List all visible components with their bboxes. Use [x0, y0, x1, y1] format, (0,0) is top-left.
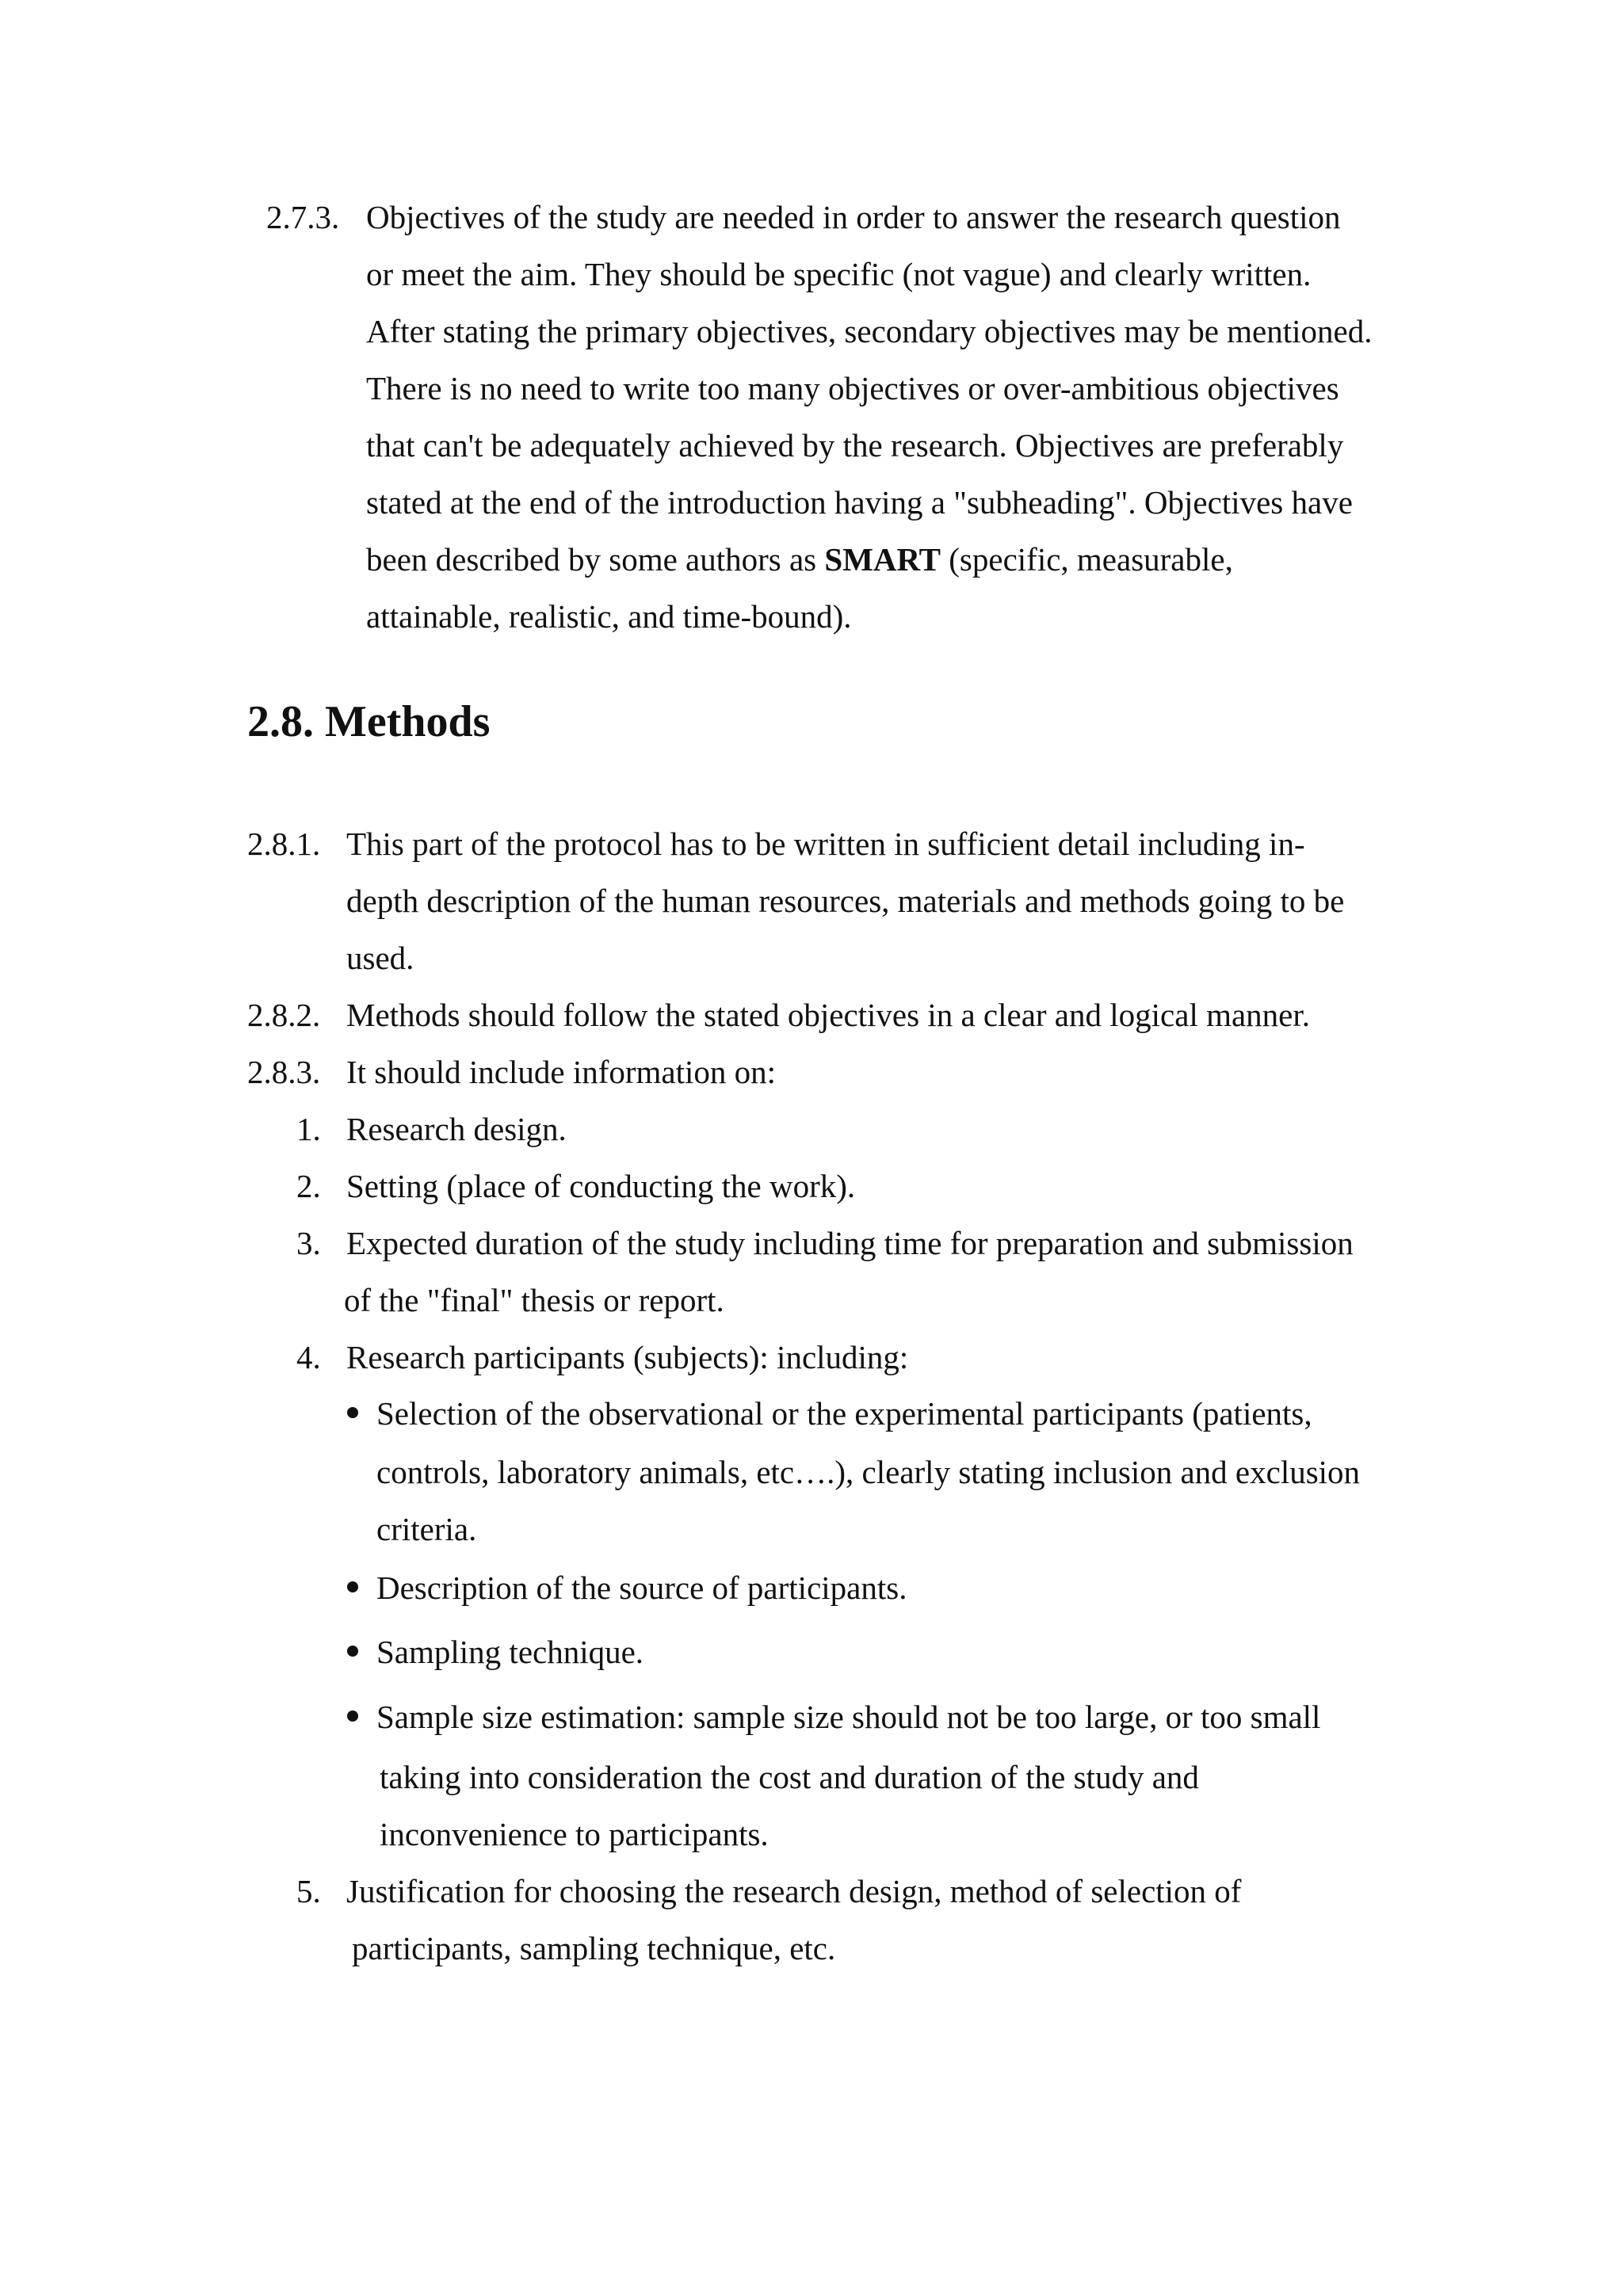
- paragraph-line: [366, 540, 1233, 579]
- list-item: of the "final" thesis or report.: [344, 1282, 724, 1318]
- section-number-2-8-3: 2.8.3.: [247, 1054, 321, 1090]
- paragraph-line: After stating the primary objectives, secondary objectives may be mentioned.: [366, 313, 1373, 349]
- bullet-icon: [347, 1646, 358, 1657]
- smart-acronym: SMART: [824, 541, 941, 578]
- paragraph-line: depth description of the human resources, materials and methods going to be: [346, 883, 1345, 919]
- list-item-number: 1.: [296, 1111, 321, 1147]
- paragraph-line: stated at the end of the introduction having a "subheading". Objectives have: [366, 484, 1353, 521]
- list-item-number: 4.: [296, 1339, 321, 1375]
- paragraph-line: that can't be adequately achieved by the research. Objectives are preferably: [366, 427, 1344, 463]
- bullet-item: inconvenience to participants.: [380, 1816, 769, 1852]
- bullet-item: controls, laboratory animals, etc….), clearly stating inclusion and exclusion: [376, 1454, 1361, 1490]
- bullet-item: Sample size estimation: sample size should not be too large, or too small: [376, 1699, 1321, 1735]
- list-item: Research design.: [346, 1111, 567, 1147]
- section-number-2-8-2: 2.8.2.: [247, 997, 321, 1033]
- section-number-2-8-1: 2.8.1.: [247, 826, 321, 862]
- list-item: Setting (place of conducting the work).: [346, 1168, 856, 1204]
- paragraph-line: This part of the protocol has to be written in sufficient detail including in-: [346, 826, 1305, 862]
- bullet-item: Selection of the observational or the experimental participants (patients,: [376, 1395, 1312, 1432]
- bullet-icon: [347, 1711, 358, 1722]
- paragraph-line: or meet the aim. They should be specific (not vague) and clearly written.: [366, 256, 1312, 292]
- list-item-number: 3.: [296, 1225, 321, 1261]
- list-item: Expected duration of the study including time for preparation and submission: [346, 1225, 1354, 1261]
- methods-heading: 2.8. Methods: [247, 697, 491, 746]
- section-number-2-7-3: 2.7.3.: [266, 199, 340, 235]
- list-item-number: 2.: [296, 1168, 321, 1204]
- bullet-item: Sampling technique.: [376, 1634, 644, 1670]
- list-item: Justification for choosing the research design, method of selection of: [346, 1873, 1242, 1909]
- bullet-icon: [347, 1581, 358, 1592]
- bullet-item: criteria.: [376, 1511, 477, 1547]
- list-item: Research participants (subjects): including:: [346, 1339, 909, 1375]
- paragraph-line: Objectives of the study are needed in order to answer the research question: [366, 199, 1341, 235]
- paragraph-line: attainable, realistic, and time-bound).: [366, 598, 852, 635]
- line-text: (specific, measurable,: [941, 541, 1233, 578]
- bullet-item: taking into consideration the cost and duration of the study and: [380, 1759, 1199, 1795]
- line-text: been described by some authors as: [366, 541, 825, 578]
- paragraph-line: Methods should follow the stated objectives in a clear and logical manner.: [346, 997, 1311, 1033]
- paragraph-line: It should include information on:: [346, 1054, 777, 1090]
- list-item-number: 5.: [296, 1873, 321, 1909]
- paragraph-line: used.: [346, 940, 414, 976]
- paragraph-line: There is no need to write too many objectives or over-ambitious objectives: [366, 370, 1339, 406]
- bullet-icon: [347, 1407, 358, 1418]
- bullet-item: Description of the source of participants.: [376, 1569, 907, 1606]
- list-item: participants, sampling technique, etc.: [352, 1930, 836, 1966]
